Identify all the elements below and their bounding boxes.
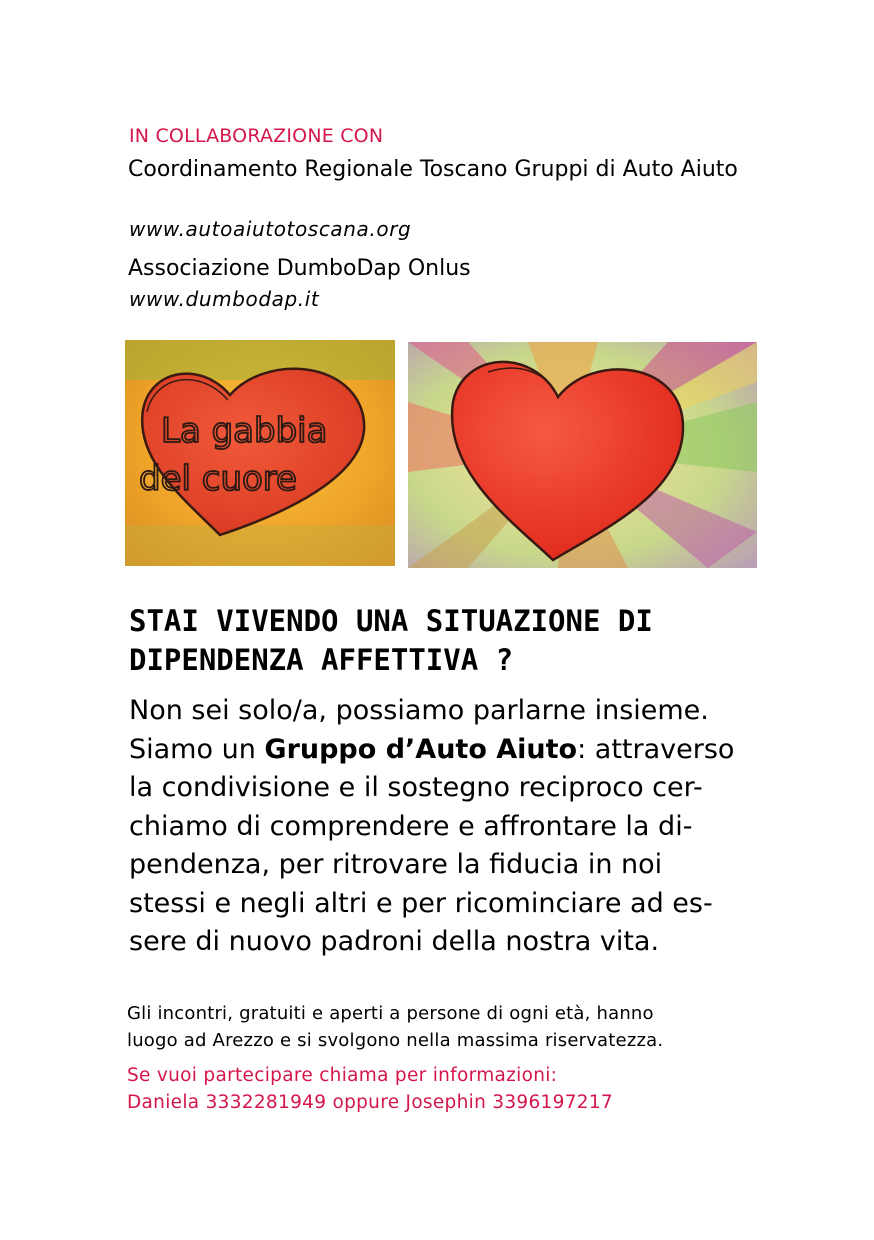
org2-name: Associazione DumboDap Onlus [128,256,471,281]
body-line7: sere di nuovo padroni della nostra vita. [129,926,660,957]
body-line2-pre: Siamo un [129,733,265,765]
info-line2: luogo ad Arezzo e si svolgono nella massima riservatezza. [127,1030,664,1051]
org2-url[interactable]: www.dumbodap.it [129,287,320,311]
contact-line2[interactable]: Daniela 3332281949 oppure Josephin 3396197217 [127,1092,613,1113]
body-line2 [129,731,769,770]
heart-rays-image [408,342,757,568]
info-line1: Gli incontri, gratuiti e aperti a persone di ogni età, hanno [127,1003,654,1024]
headline [129,602,829,680]
collaboration-label: IN COLLABORAZIONE CON [129,125,384,147]
org1-name: Coordinamento Regionale Toscano Gruppi di Auto Aiuto [128,157,738,182]
body-line4: chiamo di comprendere e affrontare la di- [129,810,693,842]
contact-line1: Se vuoi partecipare chiama per informazioni: [127,1065,558,1086]
caption-line2: del cuore [139,459,297,499]
headline-line2: DIPENDENZA AFFETTIVA ? [129,643,514,677]
contact-info [127,1062,613,1116]
body-paragraph [129,692,769,962]
meeting-info [127,1000,663,1054]
group-name-bold: Gruppo d’Auto Aiuto [264,733,578,765]
body-line3: la condivisione e il sostegno reciproco cer- [129,772,703,803]
body-line6: stessi e negli altri e per ricominciare ad es- [129,887,713,919]
heart-logo-image [125,340,395,566]
caption-line1: La gabbia [161,411,328,451]
org1-url[interactable]: www.autoaiutotoscana.org [129,217,412,241]
body-line1: Non sei solo/a, possiamo parlarne insieme. [129,695,709,726]
headline-line1: STAI VIVENDO UNA SITUAZIONE DI [129,604,653,638]
body-line5: pendenza, per ritrovare la fiducia in noi [129,849,663,880]
body-line2-post: : attraverso [577,733,735,765]
